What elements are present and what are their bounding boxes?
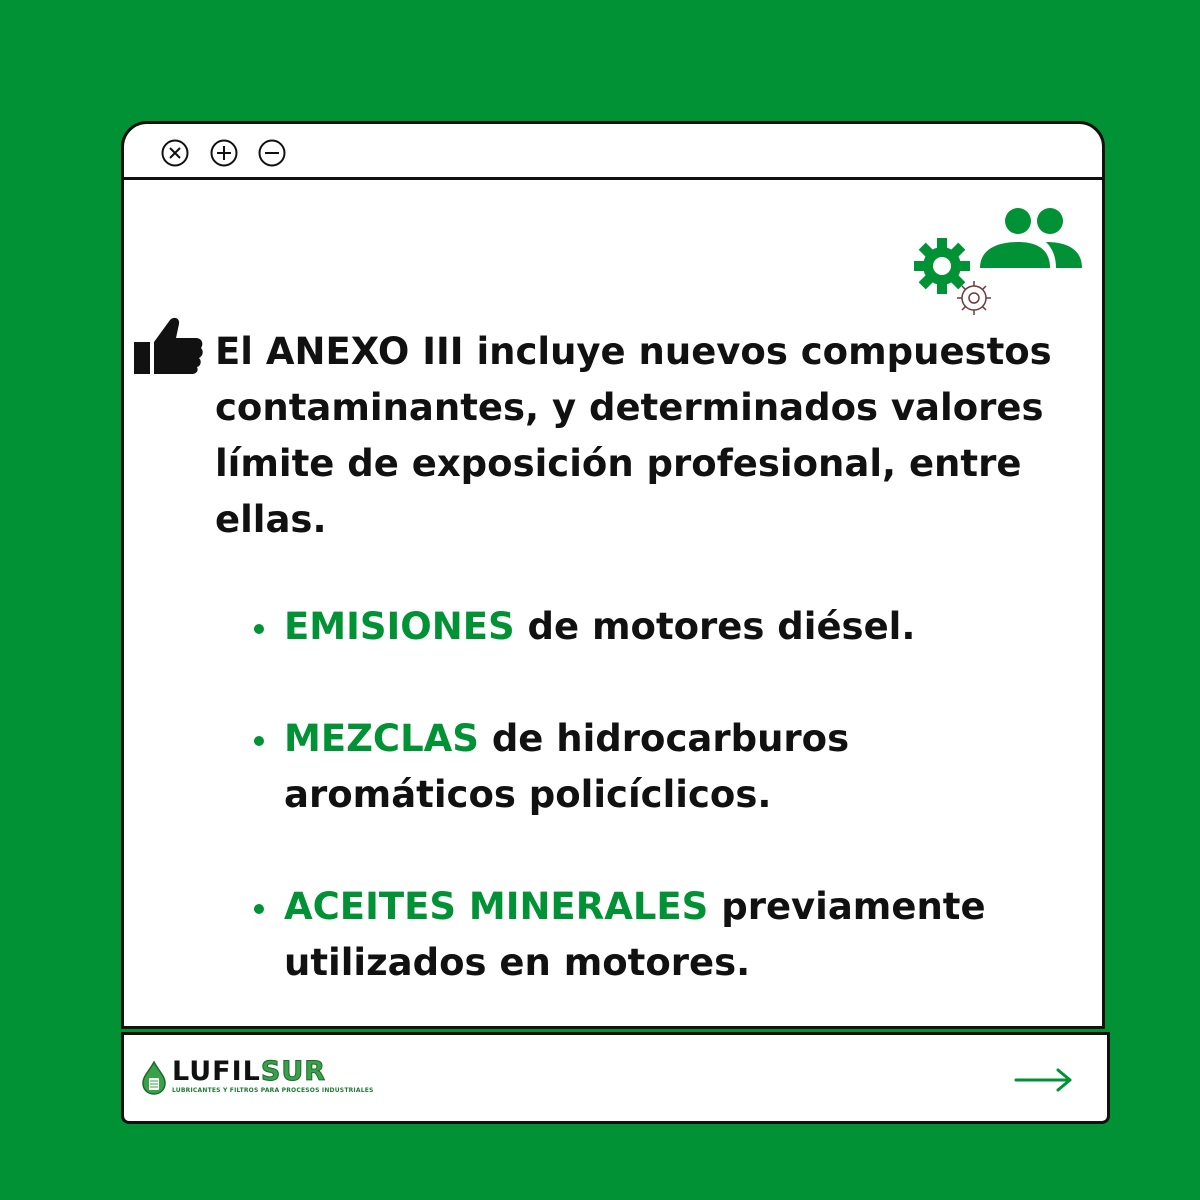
bullet-dot [254, 624, 264, 634]
bullet-text: previamente utilizados en motores. [284, 885, 986, 984]
bullet-dot [254, 904, 264, 914]
list-item [244, 879, 1044, 991]
bullet-dot [254, 736, 264, 746]
gears-team-icon [910, 204, 1090, 324]
plus-circle-icon[interactable] [210, 139, 238, 167]
close-circle-icon[interactable] [161, 139, 189, 167]
logo-wordmark: LUFILSUR [172, 1056, 327, 1087]
minus-circle-icon[interactable] [258, 139, 286, 167]
footer-bar [121, 1032, 1110, 1124]
arrow-right-icon[interactable] [1014, 1065, 1074, 1095]
bullet-text: de motores diésel. [514, 605, 916, 648]
list-item [244, 711, 884, 823]
logo-tagline: LUBRICANTES Y FILTROS PARA PROCESOS INDUSTRIALES [172, 1087, 374, 1094]
title-bar [124, 124, 1102, 180]
browser-window [121, 121, 1105, 1029]
bullet-text: de hidrocarburos aromáticos policíclicos. [284, 717, 850, 816]
list-item [244, 599, 915, 655]
intro-text: El ANEXO III incluye nuevos compuestos contaminantes, y determinados valores límite de exposición profesional, entre ellas. [215, 330, 1052, 541]
brand-logo [140, 1056, 374, 1101]
bullet-keyword: ACEITES MINERALES [284, 885, 709, 928]
oil-drop-icon [140, 1061, 168, 1095]
bullet-keyword: EMISIONES [284, 605, 515, 648]
bullet-keyword: MEZCLAS [284, 717, 479, 760]
thumbs-up-icon [132, 316, 204, 376]
